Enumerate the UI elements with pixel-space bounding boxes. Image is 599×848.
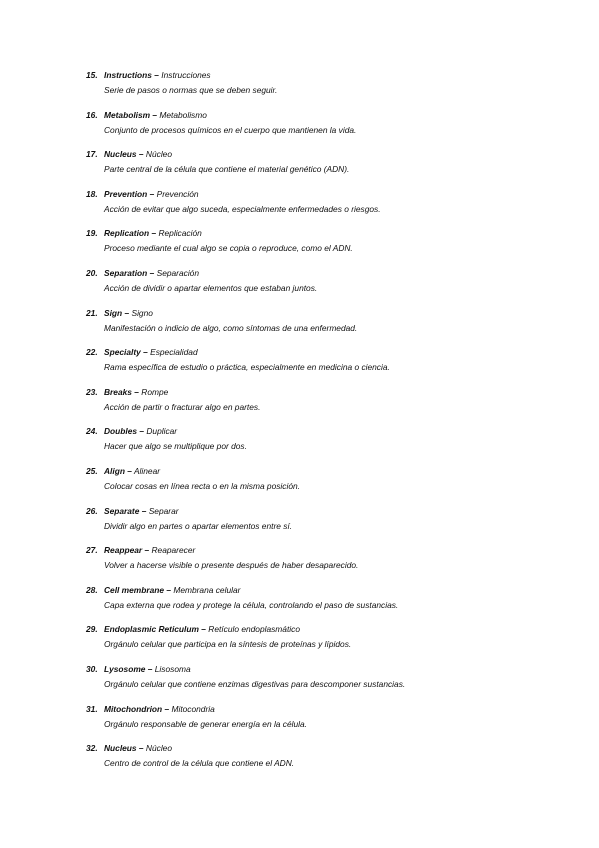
entry-number: 26.	[86, 505, 98, 516]
entry-number: 28.	[86, 584, 98, 595]
entry-number: 25.	[86, 465, 98, 476]
glossary-entry	[86, 585, 566, 625]
glossary-entry	[86, 189, 566, 229]
entry-separator: –	[201, 624, 206, 635]
entry-translation: Núcleo	[145, 743, 172, 754]
entry-term: Nucleus	[104, 149, 137, 160]
entry-definition: Orgánulo responsable de generar energía en la célula.	[104, 718, 307, 729]
entry-separator: –	[164, 703, 170, 714]
entry-heading	[104, 506, 179, 516]
entry-translation: Instrucciones	[161, 70, 211, 80]
entry-separator: –	[124, 307, 130, 318]
glossary-entry	[86, 149, 566, 189]
glossary-entry	[86, 624, 566, 664]
entry-definition: Acción de dividir o apartar elementos que estaban juntos.	[104, 282, 318, 293]
entry-term: Breaks	[104, 386, 132, 397]
entry-term: Lysosome	[104, 663, 146, 674]
entry-definition: Parte central de la célula que contiene el material genético (ADN).	[104, 164, 350, 175]
entry-translation: Separar	[148, 505, 179, 516]
glossary-entry	[86, 308, 566, 348]
entry-heading	[104, 664, 191, 674]
entry-term: Endoplasmic Reticulum	[104, 624, 199, 635]
entry-term: Nucleus	[104, 743, 137, 754]
entry-term: Separation	[104, 267, 148, 278]
entry-definition: Centro de control de la célula que contiene el ADN.	[104, 758, 295, 769]
glossary-entry	[86, 110, 566, 150]
entry-translation: Núcleo	[145, 149, 172, 160]
entry-heading	[104, 228, 202, 238]
entry-definition: Volver a hacerse visible o presente después de haber desaparecido.	[104, 560, 359, 571]
entry-separator: –	[141, 505, 147, 516]
entry-term: Align	[104, 465, 125, 476]
entry-term: Doubles	[104, 426, 138, 437]
glossary-entry	[86, 347, 566, 387]
entry-translation: Retículo endoplasmático	[208, 624, 300, 635]
entry-number: 23.	[86, 386, 98, 397]
entry-translation: Prevención	[156, 188, 199, 199]
glossary-entry	[86, 268, 566, 308]
entry-definition: Capa externa que rodea y protege la célula, controlando el paso de sustancias.	[104, 599, 399, 610]
entry-definition: Serie de pasos o normas que se deben seguir.	[104, 85, 278, 95]
glossary-list	[86, 70, 566, 783]
entry-translation: Lisosoma	[154, 663, 191, 674]
entry-heading	[104, 545, 195, 555]
entry-term: Instructions	[104, 70, 152, 80]
entry-number: 24.	[86, 426, 98, 437]
entry-separator: –	[151, 228, 157, 239]
entry-separator: –	[154, 70, 159, 80]
entry-number: 20.	[86, 267, 98, 278]
glossary-entry	[86, 664, 566, 704]
entry-definition: Hacer que algo se multiplique por dos.	[104, 441, 247, 452]
entry-term: Metabolism	[104, 109, 151, 120]
entry-heading	[104, 466, 160, 476]
entry-term: Sign	[104, 307, 123, 318]
entry-heading	[104, 308, 153, 318]
entry-number: 21.	[86, 307, 98, 318]
entry-number: 27.	[86, 545, 98, 556]
glossary-entry	[86, 743, 566, 783]
entry-definition: Colocar cosas en línea recta o en la misma posición.	[104, 480, 300, 491]
entry-heading	[104, 743, 172, 753]
entry-separator: –	[139, 426, 145, 437]
entry-heading	[104, 189, 199, 199]
entry-separator: –	[144, 545, 150, 556]
entry-definition: Manifestación o indicio de algo, como síntomas de una enfermedad.	[104, 322, 358, 333]
entry-definition: Proceso mediante el cual algo se copia o reproduce, como el ADN.	[104, 243, 353, 254]
entry-definition: Conjunto de procesos químicos en el cuerpo que mantienen la vida.	[104, 124, 357, 135]
glossary-entry	[86, 426, 566, 466]
entry-heading	[104, 110, 207, 120]
entry-term: Reappear	[104, 545, 143, 556]
entry-heading	[104, 426, 177, 436]
entry-separator: –	[138, 149, 144, 160]
entry-heading	[104, 347, 198, 357]
entry-translation: Signo	[131, 307, 153, 318]
glossary-entry	[86, 506, 566, 546]
entry-definition: Rama específica de estudio o práctica, especialmente en medicina o ciencia.	[104, 362, 390, 373]
entry-translation: Especialidad	[150, 347, 198, 358]
entry-heading	[104, 624, 300, 634]
entry-number: 18.	[86, 188, 98, 199]
entry-term: Mitochondrion	[104, 703, 163, 714]
entry-definition: Dividir algo en partes o apartar elementos entre sí.	[104, 520, 293, 531]
entry-definition: Acción de partir o fracturar algo en partes.	[104, 401, 261, 412]
entry-heading	[104, 70, 211, 80]
entry-term: Separate	[104, 505, 140, 516]
entry-term: Specialty	[104, 347, 141, 358]
entry-separator: –	[134, 386, 139, 397]
entry-number: 19.	[86, 228, 98, 239]
entry-number: 32.	[86, 743, 98, 754]
entry-separator: –	[147, 663, 153, 674]
entry-number: 29.	[86, 624, 98, 635]
entry-translation: Separación	[156, 267, 199, 278]
entry-heading	[104, 387, 168, 397]
entry-heading	[104, 149, 172, 159]
entry-translation: Rompe	[141, 386, 169, 397]
entry-term: Prevention	[104, 188, 148, 199]
entry-term: Cell membrane	[104, 584, 165, 595]
entry-number: 22.	[86, 347, 98, 358]
entry-number: 31.	[86, 703, 98, 714]
entry-number: 15.	[86, 70, 98, 80]
entry-separator: –	[149, 267, 155, 278]
glossary-entry	[86, 704, 566, 744]
entry-separator: –	[127, 465, 132, 476]
entry-definition: Orgánulo celular que participa en la síntesis de proteínas y lípidos.	[104, 639, 352, 650]
entry-separator: –	[143, 347, 148, 358]
entry-definition: Acción de evitar que algo suceda, especialmente enfermedades o riesgos.	[104, 203, 381, 214]
glossary-entry	[86, 387, 566, 427]
entry-translation: Duplicar	[146, 426, 178, 437]
entry-heading	[104, 585, 240, 595]
entry-separator: –	[152, 109, 158, 120]
entry-definition: Orgánulo celular que contiene enzimas digestivas para descomponer sustancias.	[104, 678, 406, 689]
entry-separator: –	[166, 584, 172, 595]
entry-separator: –	[149, 188, 155, 199]
entry-translation: Mitocondria	[171, 703, 215, 714]
entry-heading	[104, 704, 215, 714]
glossary-entry	[86, 466, 566, 506]
entry-number: 16.	[86, 109, 98, 120]
entry-term: Replication	[104, 228, 150, 239]
entry-separator: –	[138, 743, 144, 754]
glossary-entry	[86, 545, 566, 585]
entry-translation: Metabolismo	[159, 109, 207, 120]
entry-number: 30.	[86, 663, 98, 674]
entry-translation: Membrana celular	[173, 584, 241, 595]
entry-translation: Replicación	[158, 228, 202, 239]
entry-heading	[104, 268, 199, 278]
glossary-entry	[86, 228, 566, 268]
entry-number: 17.	[86, 149, 98, 160]
glossary-entry	[86, 70, 566, 110]
entry-translation: Reaparecer	[151, 545, 196, 556]
entry-translation: Alinear	[133, 465, 161, 476]
